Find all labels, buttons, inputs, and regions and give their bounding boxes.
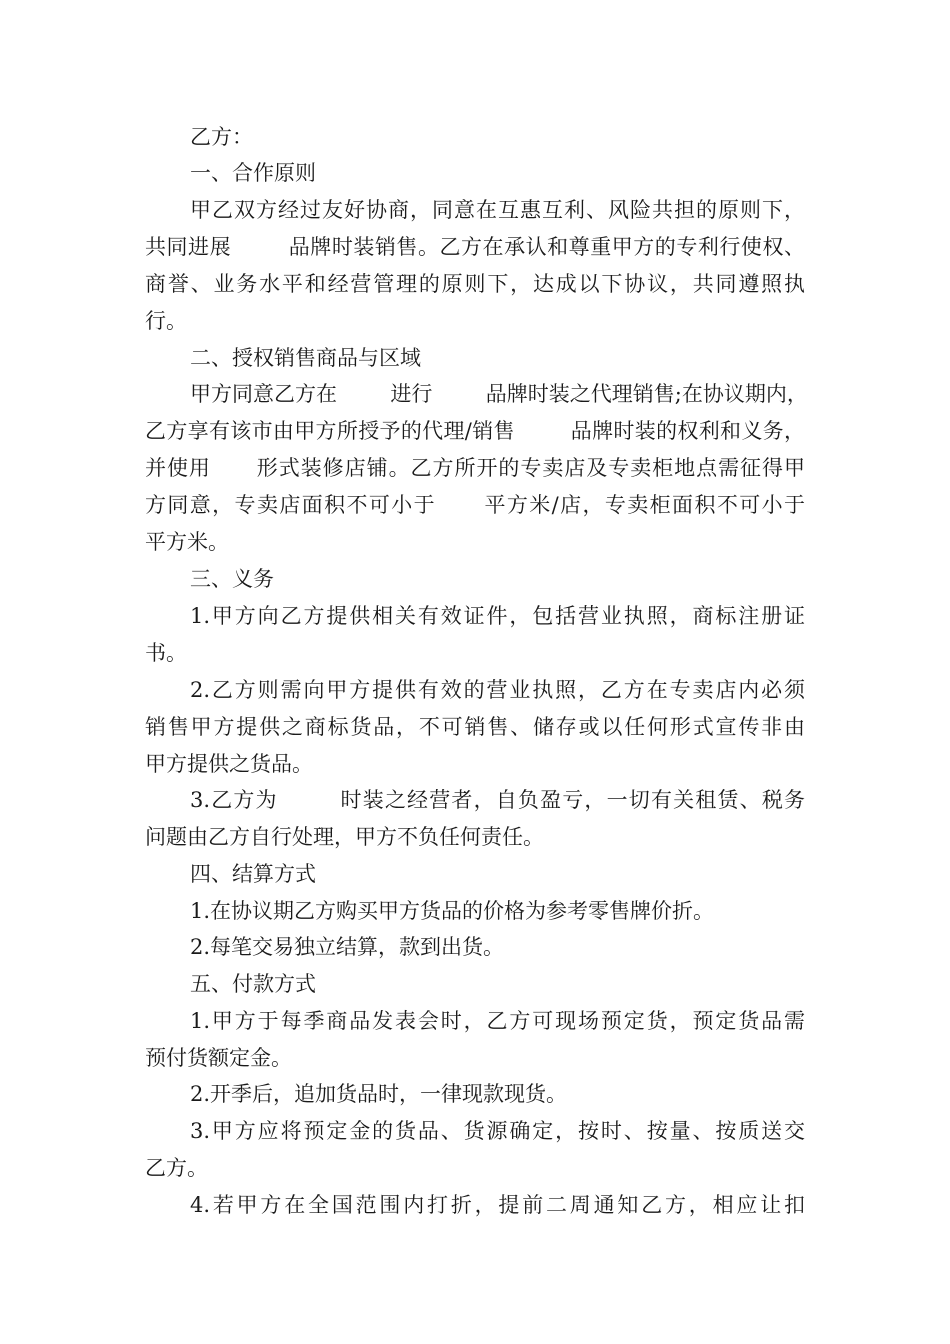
paragraph-line: 甲方提供之货品。 xyxy=(145,752,313,776)
paragraph-line: 共同进展 品牌时装销售。乙方在承认和尊重甲方的专利行使权、 xyxy=(145,235,805,259)
paragraph-line: 1.甲方于每季商品发表会时，乙方可现场预定货，预定货品需 xyxy=(190,1009,805,1033)
paragraph-line: 方同意，专卖店面积不可小于 平方米/店，专卖柜面积不可小于 xyxy=(145,493,805,517)
section-heading-1: 一、合作原则 xyxy=(190,161,316,185)
paragraph-line: 3.甲方应将预定金的货品、货源确定，按时、按量、按质送交 xyxy=(190,1119,805,1143)
section-heading-5: 五、付款方式 xyxy=(190,972,316,996)
paragraph-line: 2.乙方则需向甲方提供有效的营业执照，乙方在专卖店内必须 xyxy=(190,678,805,702)
paragraph-line: 平方米。 xyxy=(145,530,229,554)
paragraph-line: 2.每笔交易独立结算，款到出货。 xyxy=(190,935,505,959)
paragraph-line: 4.若甲方在全国范围内打折，提前二周通知乙方，相应让扣 xyxy=(190,1193,805,1217)
paragraph-line: 行。 xyxy=(145,309,187,333)
paragraph-line: 甲方同意乙方在 进行 品牌时装之代理销售;在协议期内， xyxy=(190,382,808,406)
party-b-label: 乙方： xyxy=(190,125,253,149)
paragraph-line: 1.甲方向乙方提供相关有效证件，包括营业执照，商标注册证 xyxy=(190,604,805,628)
paragraph-line: 1.在协议期乙方购买甲方货品的价格为参考零售牌价折。 xyxy=(190,899,715,923)
paragraph-line: 3.乙方为 时装之经营者，自负盈亏，一切有关租赁、税务 xyxy=(190,788,805,812)
paragraph-line: 问题由乙方自行处理，甲方不负任何责任。 xyxy=(145,825,544,849)
section-heading-2: 二、授权销售商品与区域 xyxy=(190,346,421,370)
paragraph-line: 商誉、业务水平和经营管理的原则下，达成以下协议，共同遵照执 xyxy=(145,272,805,296)
section-heading-3: 三、义务 xyxy=(190,567,274,591)
paragraph-line: 书。 xyxy=(145,641,187,665)
paragraph-line: 乙方享有该市由甲方所授予的代理/销售 品牌时装的权利和义务， xyxy=(145,419,805,443)
paragraph-line: 乙方。 xyxy=(145,1156,208,1180)
paragraph-line: 甲乙双方经过友好协商，同意在互惠互利、风险共担的原则下， xyxy=(190,198,805,222)
paragraph-line: 2.开季后，追加货品时，一律现款现货。 xyxy=(190,1082,568,1106)
section-heading-4: 四、结算方式 xyxy=(190,862,316,886)
paragraph-line: 销售甲方提供之商标货品，不可销售、储存或以任何形式宣传非由 xyxy=(145,715,805,739)
paragraph-line: 并使用 形式装修店铺。乙方所开的专卖店及专卖柜地点需征得甲 xyxy=(145,456,805,480)
paragraph-line: 预付货额定金。 xyxy=(145,1046,292,1070)
